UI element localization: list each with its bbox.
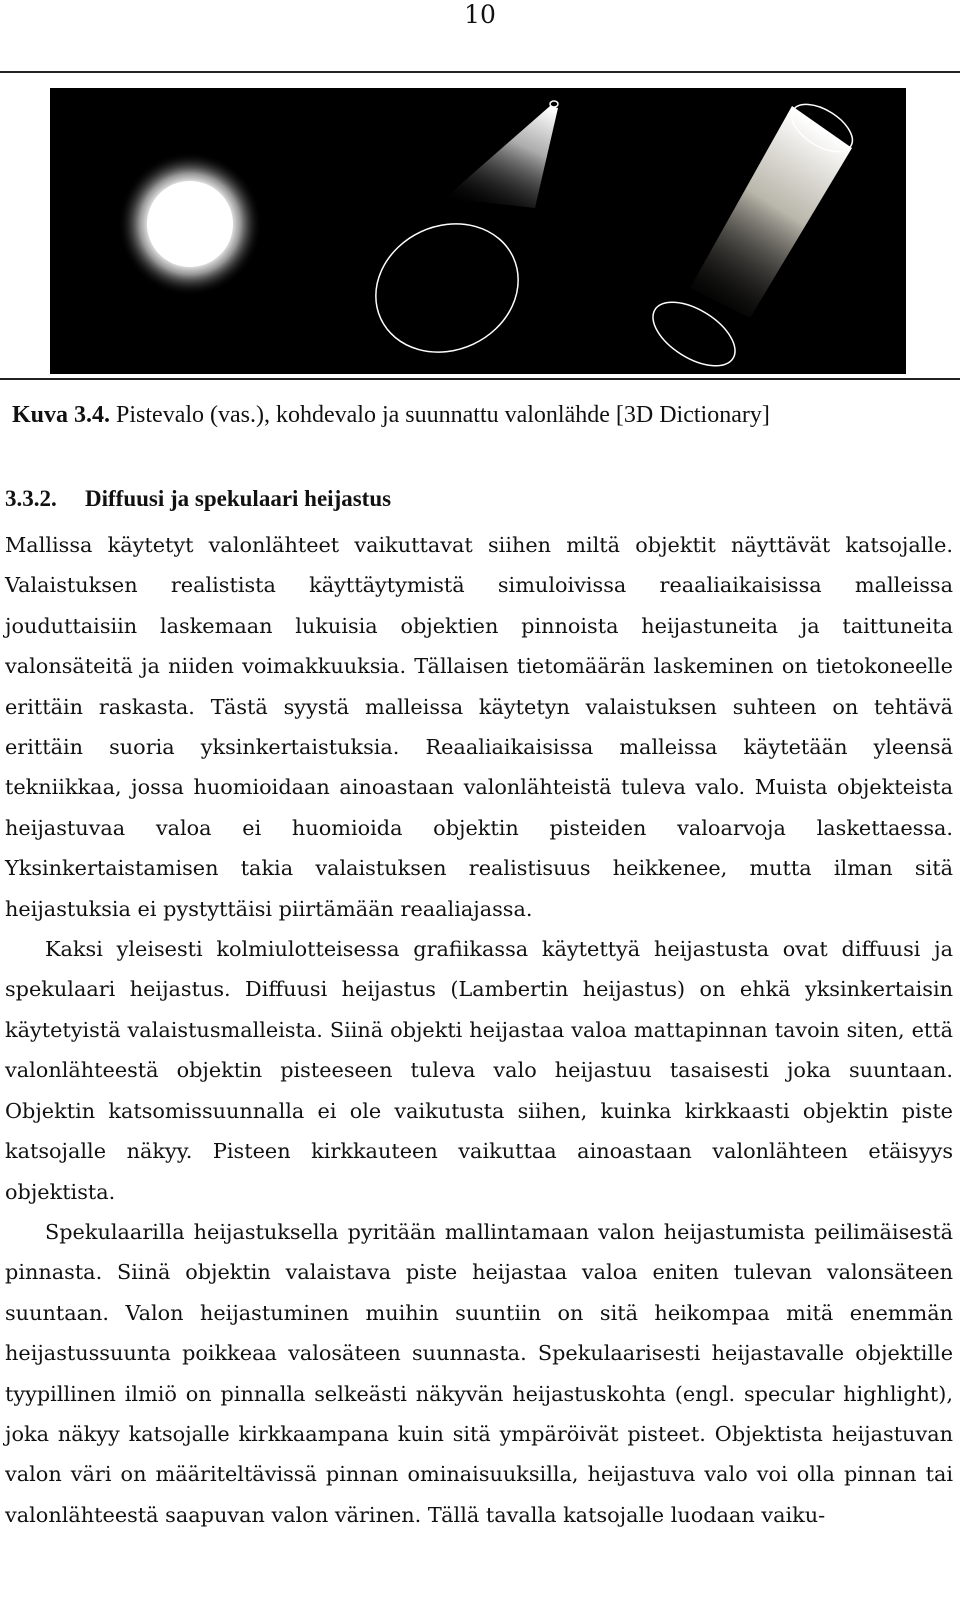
- section-heading: [5, 484, 391, 514]
- spot-light-source: [550, 101, 558, 107]
- paragraph-1: Mallissa käytetyt valonlähteet vaikuttavat siihen miltä objektit näyttävät katsojalle. Valaistuksen realistista käyttäytymistä simuloivissa reaaliaikaisissa malleissa jouduttaisiin laskemaan lukuisia objektien pinnoista heijastuneita ja taittuneita valonsäteitä ja niiden voimakkuuksia. Tällaisen tietomäärän laskeminen on tietokoneelle erittäin raskasta. Tästä syystä malleissa käytetyn valaistuksen suhteen on tehtävä erittäin suoria yksinkertaistuksia. Reaaliaikaisissa malleissa käytetään yleensä tekniikkaa, jossa huomioidaan ainoastaan valonlähteistä tuleva valo. Muista objekteista heijastuvaa valoa ei huomioida objektin pisteiden valoarvoja laskettaessa. Yksinkertaistamisen takia valaistuksen realistisuus heikkenee, mutta ilman sitä heijastuksia ei pystyttäisi piirtämään reaaliajassa.: [5, 533, 953, 921]
- caption-rule: [0, 378, 960, 380]
- directional-light-beam: [690, 106, 852, 318]
- point-light-sphere: [147, 181, 233, 267]
- section-number: 3.3.2.: [5, 486, 57, 511]
- figure-caption-label: Kuva 3.4.: [12, 402, 111, 428]
- figure-caption: [12, 400, 770, 430]
- paragraph-3: Spekulaarilla heijastuksella pyritään mallintamaan valon heijastumista peilimäisestä pinnasta. Siinä objektin valaistava piste heijastaa valoa eniten tulevan valonsäteen suuntaan. Valon heijastuminen muihin suuntiin on sitä heikompaa mitä enemmän heijastussuunta poikkeaa valosäteen suunnasta. Spekulaarisesti heijastavalle objektille tyypillinen ilmiö on pinnalla selkeästi näkyvän heijastuskohta (engl. specular highlight), joka näkyy katsojalle kirkkaampana kuin sitä ympäröivät pisteet. Objektista heijastuvan valon väri on määriteltävissä pinnan ominaisuuksilla, heijastuva valo voi olla pinnan tai valonlähteestä saapuvan valon värinen. Tällä tavalla katsojalle luodaan vaiku-: [5, 1219, 953, 1527]
- section-title: Diffuusi ja spekulaari heijastus: [85, 486, 392, 511]
- body-text: [5, 525, 953, 1535]
- light-sources-illustration: [50, 88, 906, 374]
- paragraph-2: Kaksi yleisesti kolmiulotteisessa grafiikassa käytettyä heijastusta ovat diffuusi ja spekulaari heijastus. Diffuusi heijastus (Lambertin heijastus) on ehkä yksinkertaisin käytetyistä valaistusmalleista. Siinä objekti heijastaa valoa mattapinnan tavoin siten, että valonlähteestä objektin pisteeseen tuleva valo heijastuu tasaisesti joka suuntaan. Objektin katsomissuunnalla ei ole vaikutusta siihen, kuinka kirkkaasti objektin piste katsojalle näkyy. Pisteen kirkkauteen vaikuttaa ainoastaan valonlähteen etäisyys objektista.: [5, 937, 953, 1204]
- page-number: 10: [464, 0, 496, 29]
- header-rule: [0, 71, 960, 73]
- figure-caption-text: Pistevalo (vas.), kohdevalo ja suunnattu valonlähde [3D Dictionary]: [110, 402, 770, 428]
- spot-light-beam: [445, 106, 558, 208]
- light-sources-figure: [50, 88, 906, 374]
- spot-light-target-ellipse: [355, 201, 540, 374]
